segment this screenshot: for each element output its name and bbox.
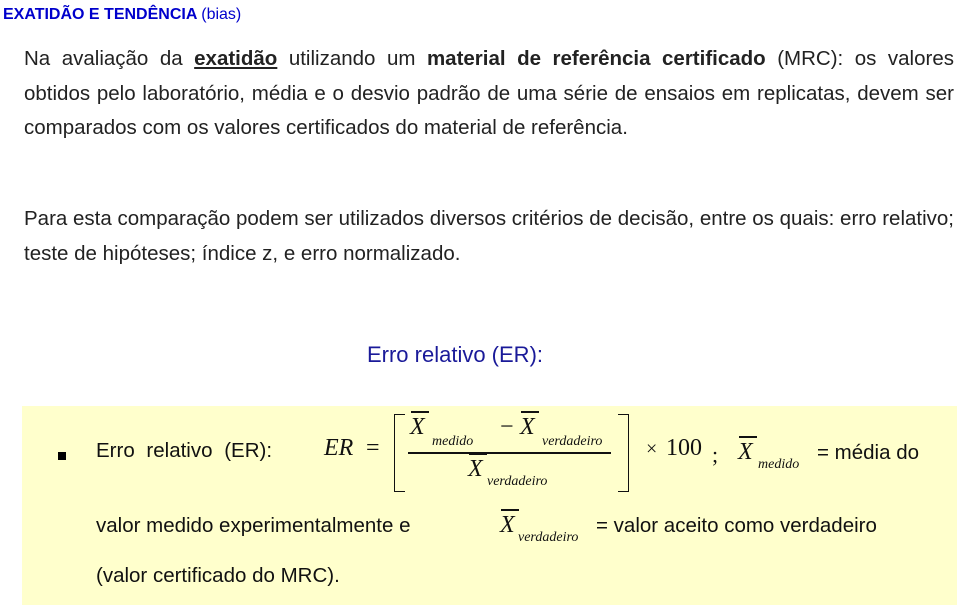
page-heading	[3, 6, 241, 24]
er-symbol: ER	[324, 435, 354, 461]
x-verdadeiro-numerator: X	[520, 414, 535, 441]
left-bracket	[394, 414, 405, 492]
semicolon: ;	[712, 442, 719, 467]
equals-sign: =	[366, 435, 380, 461]
x-medido-inline: X	[738, 439, 753, 466]
minus-sign: −	[500, 414, 514, 440]
term-exatidao: exatidão	[194, 47, 278, 70]
bullet-icon	[58, 452, 66, 460]
line2-eq-text: = valor aceito como verdadeiro	[596, 514, 877, 537]
paragraph-exatidao	[24, 42, 954, 146]
sub-verdadeiro-numerator: verdadeiro	[542, 434, 603, 449]
x-medido-numerator: X	[410, 414, 425, 441]
paragraph-criterios: Para esta comparação podem ser utilizados diversos critérios de decisão, entre os quais: erro relativo; teste de hipóteses; índice z, e erro normalizado.	[24, 207, 954, 265]
heading-subtitle: (bias)	[201, 6, 242, 23]
section-title: Erro relativo (ER):	[366, 342, 544, 367]
formula-label: Erro relativo (ER):	[96, 439, 273, 462]
sub-medido-inline: medido	[758, 457, 800, 472]
heading-title: EXATIDÃO E TENDÊNCIA	[3, 6, 197, 23]
x-verdadeiro-denominator: X	[468, 456, 483, 483]
right-bracket	[618, 414, 629, 492]
x-verdadeiro-inline: X	[500, 512, 515, 539]
sub-verdadeiro-denominator: verdadeiro	[487, 474, 548, 489]
paragraph1-text-3: (MRC): os valores obtidos pelo laboratório, média e o desvio padrão de uma série de ensaios em replicatas, devem ser comparados com os valores certificados do material de referência.	[24, 47, 954, 139]
formula-box	[22, 406, 957, 605]
times-sign: ×	[646, 438, 658, 460]
line2-text: valor medido experimentalmente e	[96, 514, 411, 537]
paragraph1-text-2: utilizando um	[277, 47, 427, 70]
line3-text: (valor certificado do MRC).	[96, 564, 340, 587]
fraction-line	[408, 452, 611, 454]
term-material-referencia: material de referência certificado	[426, 47, 766, 70]
paragraph1-text-1: Na avaliação da	[24, 47, 195, 70]
eq-media-text: = média do	[817, 441, 919, 464]
factor-100: 100	[666, 435, 702, 461]
sub-verdadeiro-inline: verdadeiro	[518, 530, 579, 545]
sub-medido-numerator: medido	[432, 434, 474, 449]
